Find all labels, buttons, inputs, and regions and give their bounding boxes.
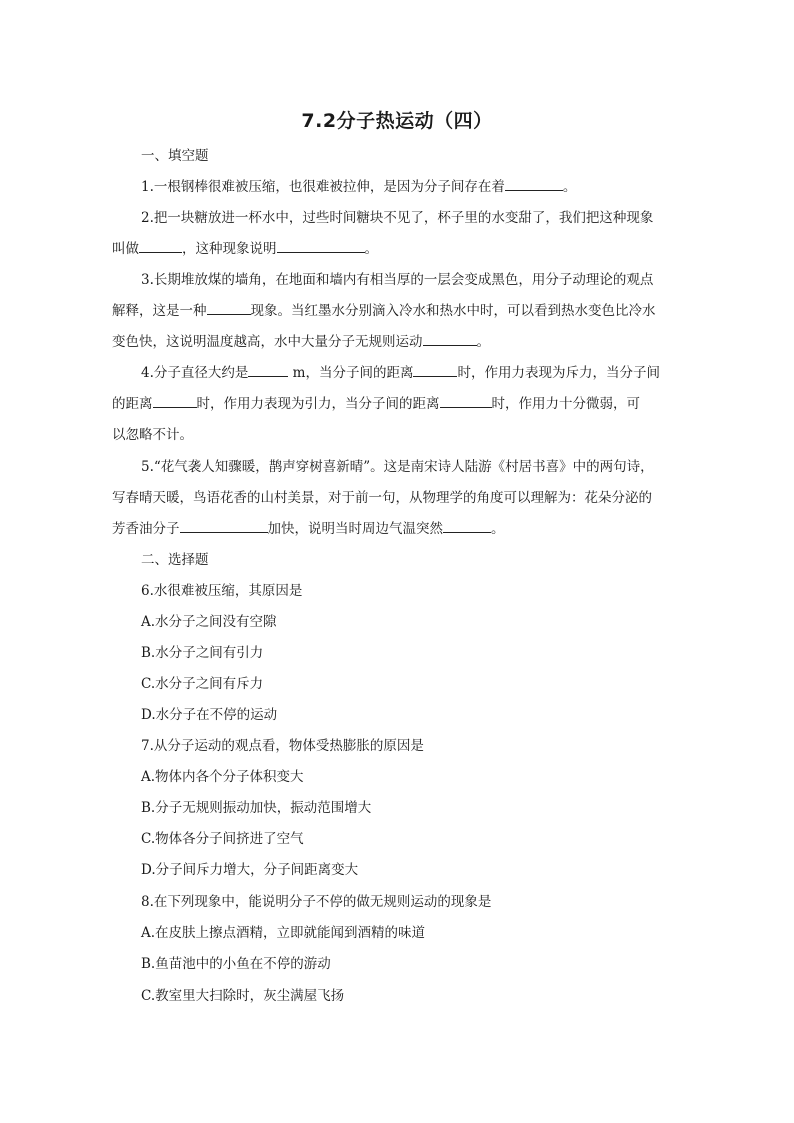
answer-blank[interactable] (423, 332, 477, 346)
question-5-line-3: 芳香油分子 加快，说明当时周边气温突然 。 (112, 521, 505, 537)
answer-blank[interactable] (440, 394, 492, 408)
answer-blank[interactable] (443, 519, 491, 533)
question-6-stem: 6.水很难被压缩，其原因是 (141, 583, 303, 599)
question-3-line-1: 3.长期堆放煤的墙角，在地面和墙内有相当厚的一层会变成黑色，用分子动理论的观点 (141, 272, 654, 288)
section-heading-fill: 一、填空题 (141, 148, 209, 164)
section-heading-choice: 二、选择题 (141, 552, 209, 568)
answer-blank[interactable] (153, 394, 197, 408)
option-7c[interactable]: C.物体各分子间挤进了空气 (141, 831, 304, 847)
question-5-line-1: 5.“花气袭人知骤暖，鹊声穿树喜新晴”。这是南宋诗人陆游《村居书喜》中的两句诗， (141, 459, 654, 475)
option-6a[interactable]: A.水分子之间没有空隙 (141, 614, 277, 630)
question-5-line-2: 写春晴天暖，鸟语花香的山村美景，对于前一句，从物理学的角度可以理解为：花朵分泌的 (112, 490, 652, 506)
question-4-line-2: 的距离 时，作用力表现为引力，当分子间的距离 时，作用力十分微弱，可 (112, 396, 640, 412)
answer-blank[interactable] (139, 239, 182, 253)
option-6d[interactable]: D.水分子在不停的运动 (141, 707, 278, 723)
answer-blank[interactable] (277, 239, 365, 253)
answer-blank[interactable] (505, 177, 563, 191)
question-8-stem: 8.在下列现象中，能说明分子不停的做无规则运动的现象是 (141, 894, 492, 910)
question-4-line-3: 以忽略不计。 (112, 427, 193, 443)
option-6c[interactable]: C.水分子之间有斥力 (141, 676, 264, 692)
page-title: 7.2分子热运动（四） (301, 110, 493, 132)
option-7a[interactable]: A.物体内各个分子体积变大 (141, 769, 304, 785)
question-7-stem: 7.从分子运动的观点看，物体受热膨胀的原因是 (141, 738, 424, 754)
question-2-line-1: 2.把一块糖放进一杯水中，过些时间糖块不见了，杯子里的水变甜了，我们把这种现象 (141, 210, 654, 226)
answer-blank[interactable] (413, 363, 457, 377)
option-8b[interactable]: B.鱼苗池中的小鱼在不停的游动 (141, 956, 331, 972)
answer-blank[interactable] (180, 519, 268, 533)
option-8a[interactable]: A.在皮肤上擦点酒精，立即就能闻到酒精的味道 (141, 925, 426, 941)
question-4-line-1: 4.分子直径大约是 m，当分子间的距离 时，作用力表现为斥力，当分子间 (141, 365, 660, 381)
option-7d[interactable]: D.分子间斥力增大，分子间距离变大 (141, 862, 359, 878)
option-8c[interactable]: C.教室里大扫除时，灰尘满屋飞扬 (141, 988, 345, 1004)
answer-blank[interactable] (207, 301, 251, 315)
option-7b[interactable]: B.分子无规则振动加快，振动范围增大 (141, 800, 372, 816)
question-2-line-2: 叫做 ，这种现象说明 。 (112, 241, 378, 257)
question-1: 1.一根钢棒很难被压缩，也很难被拉伸，是因为分子间存在着 。 (141, 179, 577, 195)
question-3-line-3: 变色快，这说明温度越高，水中大量分子无规则运动 。 (112, 334, 490, 350)
option-6b[interactable]: B.水分子之间有引力 (141, 645, 264, 661)
answer-blank[interactable] (248, 363, 288, 377)
question-3-line-2: 解释，这是一种 现象。当红墨水分别滴入冷水和热水中时，可以看到热水变色比冷水 (112, 303, 656, 319)
